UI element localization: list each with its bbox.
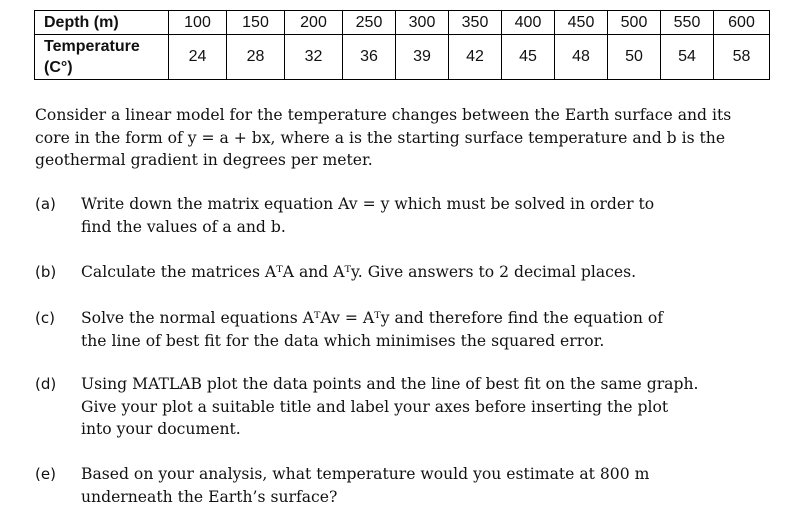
temperature-header-line1: Temperature	[44, 38, 140, 55]
question-label: (d)	[35, 375, 57, 393]
question-text	[81, 193, 761, 238]
table-cell: 250	[343, 11, 396, 35]
question-text	[81, 463, 761, 508]
question-line: Using MATLAB plot the data points and the line of best fit on the same graph.	[81, 375, 699, 393]
table-cell: 58	[714, 35, 770, 80]
table-cell: 550	[661, 11, 714, 35]
intro-paragraph	[35, 104, 765, 172]
question-line: Solve the normal equations AᵀAv = Aᵀy and therefore find the equation of	[81, 309, 663, 327]
depth-temperature-table	[34, 10, 770, 80]
question-line: Give your plot a suitable title and label your axes before inserting the plot	[81, 397, 669, 416]
table-cell: 39	[396, 35, 449, 80]
table-cell: 24	[169, 35, 227, 80]
table-cell: 600	[714, 11, 770, 35]
table-cell: 32	[285, 35, 343, 80]
question-label: (e)	[35, 465, 56, 483]
question-label: (c)	[35, 309, 55, 327]
table-cell: 45	[502, 35, 555, 80]
intro-line: Consider a linear model for the temperature changes between the Earth surface and its	[35, 106, 732, 124]
table-row-temperature	[35, 35, 770, 80]
intro-line: core in the form of y = a + bx, where a is the starting surface temperature and b is the	[35, 128, 726, 147]
temperature-header	[35, 35, 169, 80]
table-cell: 400	[502, 11, 555, 35]
table-cell: 500	[608, 11, 661, 35]
question-label: (a)	[35, 195, 56, 213]
table-cell: 50	[608, 35, 661, 80]
table-cell: 350	[449, 11, 502, 35]
table-cell: 100	[169, 11, 227, 35]
question-line: find the values of a and b.	[81, 217, 286, 236]
question-line: Write down the matrix equation Av = y which must be solved in order to	[81, 195, 655, 213]
table-cell: 450	[555, 11, 608, 35]
question-line: underneath the Earth’s surface?	[81, 487, 338, 506]
table-cell: 36	[343, 35, 396, 80]
table-cell: 300	[396, 11, 449, 35]
question-text	[81, 261, 761, 284]
question-line: the line of best fit for the data which minimises the squared error.	[81, 331, 605, 350]
question-label: (b)	[35, 263, 57, 281]
intro-line: geothermal gradient in degrees per meter.	[35, 151, 373, 169]
question-text	[81, 307, 761, 352]
question-line: into your document.	[81, 420, 241, 438]
table-cell: 48	[555, 35, 608, 80]
question-text	[81, 373, 761, 441]
question-line: Based on your analysis, what temperature would you estimate at 800 m	[81, 465, 650, 483]
table-cell: 42	[449, 35, 502, 80]
table-cell: 54	[661, 35, 714, 80]
table-cell: 150	[227, 11, 285, 35]
table-row-depth	[35, 11, 770, 35]
temperature-header-line2: (C°)	[44, 59, 73, 76]
depth-header: Depth (m)	[35, 11, 169, 35]
question-line: Calculate the matrices AᵀA and Aᵀy. Give answers to 2 decimal places.	[81, 263, 637, 281]
table-cell: 200	[285, 11, 343, 35]
table-cell: 28	[227, 35, 285, 80]
